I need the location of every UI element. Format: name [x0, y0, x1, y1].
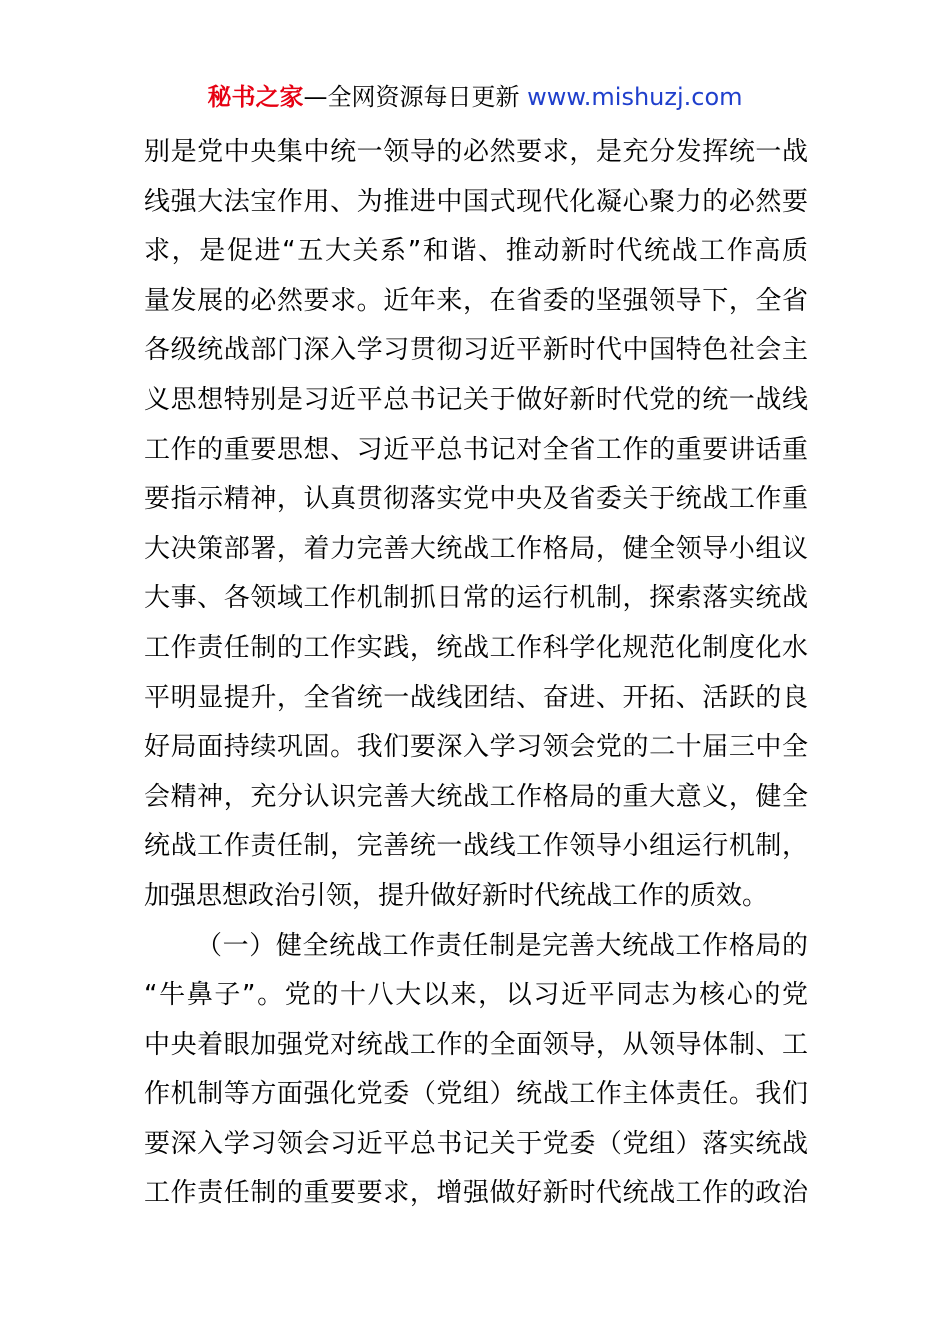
text-line: 要指示精神，认真贯彻落实党中央及省委关于统战工作重: [144, 484, 808, 515]
text-line: 量发展的必然要求。近年来，在省委的坚强领导下，全省: [144, 285, 808, 316]
text-line: 大事、各领域工作机制抓日常的运行机制，探索落实统战: [144, 583, 808, 614]
text-line: 会精神，充分认识完善大统战工作格局的重大意义，健全: [144, 781, 808, 812]
text-line: “牛鼻子”。党的十八大以来，以习近平同志为核心的党: [144, 980, 808, 1011]
text-line: 线强大法宝作用、为推进中国式现代化凝心聚力的必然要: [144, 186, 808, 217]
text-line: 工作责任制的工作实践，统战工作科学化规范化制度化水: [144, 632, 808, 663]
text-line: 大决策部署，着力完善大统战工作格局，健全领导小组议: [144, 533, 808, 564]
site-slogan: —全网资源每日更新: [303, 83, 528, 111]
paragraph-end-line: 加强思想政治引领，提升做好新时代统战工作的质效。: [144, 880, 769, 911]
site-url-link[interactable]: www.mishuzj.com: [527, 83, 743, 111]
text-line: 工作的重要思想、习近平总书记对全省工作的重要讲话重: [144, 434, 808, 465]
section-heading-line: （一）健全统战工作责任制是完善大统战工作格局的: [196, 930, 808, 961]
text-line: 中央着眼加强党对统战工作的全面领导，从领导体制、工: [144, 1029, 808, 1060]
text-line: 要深入学习领会习近平总书记关于党委（党组）落实统战: [144, 1128, 808, 1159]
text-line: 别是党中央集中统一领导的必然要求，是充分发挥统一战: [144, 137, 808, 167]
text-line: 好局面持续巩固。我们要深入学习领会党的二十届三中全: [144, 732, 808, 763]
text-line: 统战工作责任制，完善统一战线工作领导小组运行机制，: [144, 831, 808, 862]
text-line: 各级统战部门深入学习贯彻习近平新时代中国特色社会主: [144, 335, 808, 366]
text-line: 求，是促进“五大关系”和谐、推动新时代统战工作高质: [144, 236, 808, 267]
text-line: 工作责任制的重要要求，增强做好新时代统战工作的政治: [144, 1178, 808, 1209]
text-line: 义思想特别是习近平总书记关于做好新时代党的统一战线: [144, 384, 808, 415]
text-line: 作机制等方面强化党委（党组）统战工作主体责任。我们: [144, 1079, 808, 1110]
site-brand: 秘书之家: [207, 83, 304, 111]
document-body: [144, 128, 808, 1219]
site-header: [0, 80, 950, 114]
text-line: 平明显提升，全省统一战线团结、奋进、开拓、活跃的良: [144, 682, 808, 713]
